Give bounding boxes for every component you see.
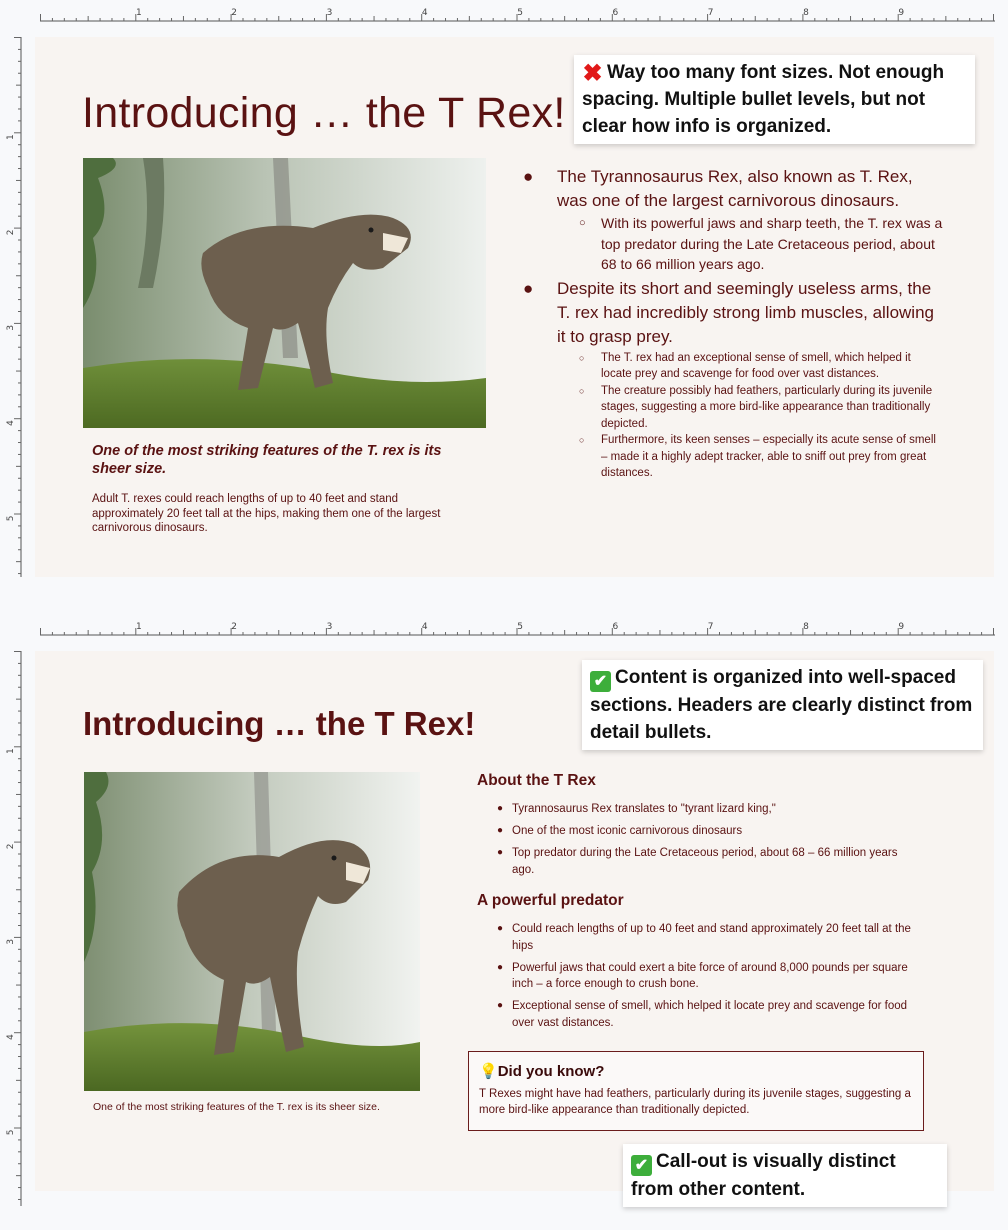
vertical-ruler [4, 651, 22, 1206]
sub-bullet-text: With its powerful jaws and sharp teeth, the T. rex was a top predator during the Late Cretaceous period, about 68 to 66 million years ago. [601, 215, 943, 272]
trex-photo-icon [84, 772, 420, 1091]
list-item: ● Tyrannosaurus Rex translates to "tyrant lizard king," [497, 803, 776, 815]
ruler-label: 4 [421, 622, 428, 632]
ruler-label: 3 [6, 938, 16, 945]
list-item: ● One of the most iconic carnivorous dinosaurs [497, 825, 743, 837]
ruler-label: 3 [326, 622, 333, 632]
list-item: ○ The creature possibly had feathers, particularly during its juvenile stages, suggesting a more bird-like appearance than traditionally depicted. [523, 383, 943, 433]
section-list [497, 801, 917, 884]
list-item: ● Powerful jaws that could exert a bite force of around 8,000 pounds per square inch – a force enough to crush bone. [497, 961, 908, 990]
praise-text: Call-out is visually distinct from other content. [631, 1151, 896, 1200]
ruler-label: 6 [612, 8, 619, 18]
list-item: ● Top predator during the Late Cretaceous period, about 68 – 66 million years ago. [497, 847, 898, 876]
ruler-label: 8 [803, 622, 809, 632]
horizontal-ruler [40, 4, 995, 22]
did-you-know-callout [468, 1051, 924, 1131]
check-mark-icon: ✔ [631, 1155, 652, 1176]
check-mark-icon: ✔ [590, 671, 611, 692]
ruler-label: 2 [6, 229, 16, 236]
ruler-label: 5 [6, 1129, 16, 1136]
critique-note [574, 55, 975, 144]
bullet-list [523, 165, 943, 482]
cross-mark-icon: ✖ [582, 60, 603, 87]
list-item: ● Could reach lengths of up to 40 feet and stand approximately 20 feet tall at the hips [497, 923, 911, 952]
section-heading: A powerful predator [477, 892, 624, 909]
slide-title: Introducing … the T Rex! [83, 705, 476, 742]
ruler-label: 4 [421, 8, 428, 18]
ruler-label: 2 [231, 622, 238, 632]
image-caption-detail: Adult T. rexes could reach lengths of up to 40 feet and stand approximately 20 feet tall at the hips, making them one of the largest carnivorous dinosaurs. [92, 493, 441, 534]
ruler-label: 5 [517, 8, 523, 18]
ruler-label: 9 [898, 8, 905, 18]
sub-bullet-text: Furthermore, its keen senses – especially its acute sense of smell – made it a highly adept tracker, able to sniff out prey from great distances. [601, 434, 936, 479]
sub-bullet-text: The creature possibly had feathers, particularly during its juvenile stages, suggesting a more bird-like appearance than traditionally depicted. [601, 384, 933, 430]
section-heading: About the T Rex [477, 772, 596, 789]
ruler-label: 2 [231, 8, 238, 18]
bullet-text: The Tyrannosaurus Rex, also known as T. Rex, was one of the largest carnivorous dinosaurs. [557, 167, 913, 210]
trex-image [84, 772, 420, 1091]
sub-bullet-text: The T. rex had an exceptional sense of smell, which helped it locate prey and scavenge for food over vast distances. [601, 351, 911, 380]
section-list [497, 921, 917, 1037]
ruler-label: 2 [6, 843, 16, 850]
horizontal-ruler [40, 618, 995, 636]
slide-title: Introducing … the T Rex! [82, 89, 566, 137]
ruler-label: 7 [707, 8, 714, 18]
trex-photo-icon [83, 158, 486, 428]
ruler-label: 1 [136, 622, 142, 632]
trex-image [83, 158, 486, 428]
list-item: ● The Tyrannosaurus Rex, also known as T. Rex, was one of the largest carnivorous dinosaurs. [523, 165, 943, 213]
list-item: ○ The T. rex had an exceptional sense of smell, which helped it locate prey and scavenge for food over vast distances. [523, 350, 943, 383]
praise-note [582, 660, 983, 750]
list-item: ● Exceptional sense of smell, which helped it locate prey and scavenge for food over vast distances. [497, 1000, 908, 1029]
ruler-label: 7 [707, 622, 714, 632]
ruler-label: 1 [136, 8, 142, 18]
list-item: ○ With its powerful jaws and sharp teeth, the T. rex was a top predator during the Late Cretaceous period, about 68 to 66 million years ago. [523, 213, 943, 275]
vertical-ruler [4, 37, 22, 577]
praise-text: Content is organized into well-spaced sections. Headers are clearly distinct from detail bullets. [590, 667, 973, 743]
ruler-label: 5 [6, 515, 16, 522]
ruler-label: 3 [6, 324, 16, 331]
ruler-label: 3 [326, 8, 333, 18]
ruler-label: 1 [6, 134, 16, 140]
image-caption: One of the most striking features of the T. rex is its sheer size. [93, 1101, 380, 1113]
list-item: ● Despite its short and seemingly useless arms, the T. rex had incredibly strong limb muscles, allowing it to grasp prey. [523, 277, 943, 349]
praise-note [623, 1144, 947, 1207]
image-caption-bold: One of the most striking features of the T. rex is its sheer size. [92, 443, 442, 477]
ruler-label: 6 [612, 622, 619, 632]
list-item: ○ Furthermore, its keen senses – especially its acute sense of smell – made it a highly adept tracker, able to sniff out prey from great distances. [523, 432, 943, 482]
ruler-label: 5 [517, 622, 523, 632]
critique-text: Way too many font sizes. Not enough spacing. Multiple bullet levels, but not clear how info is organized. [582, 62, 945, 137]
ruler-label: 8 [803, 8, 809, 18]
bullet-text: Despite its short and seemingly useless arms, the T. rex had incredibly strong limb muscles, allowing it to grasp prey. [557, 278, 934, 346]
callout-heading: 💡Did you know? [479, 1063, 605, 1080]
ruler-label: 1 [6, 748, 16, 754]
ruler-label: 9 [898, 622, 905, 632]
ruler-label: 4 [6, 420, 16, 426]
callout-text: T Rexes might have had feathers, particularly during its juvenile stages, suggesting a more bird-like appearance than traditionally depicted. [479, 1088, 911, 1116]
lightbulb-icon: 💡 [479, 1063, 498, 1080]
ruler-label: 4 [6, 1034, 16, 1040]
